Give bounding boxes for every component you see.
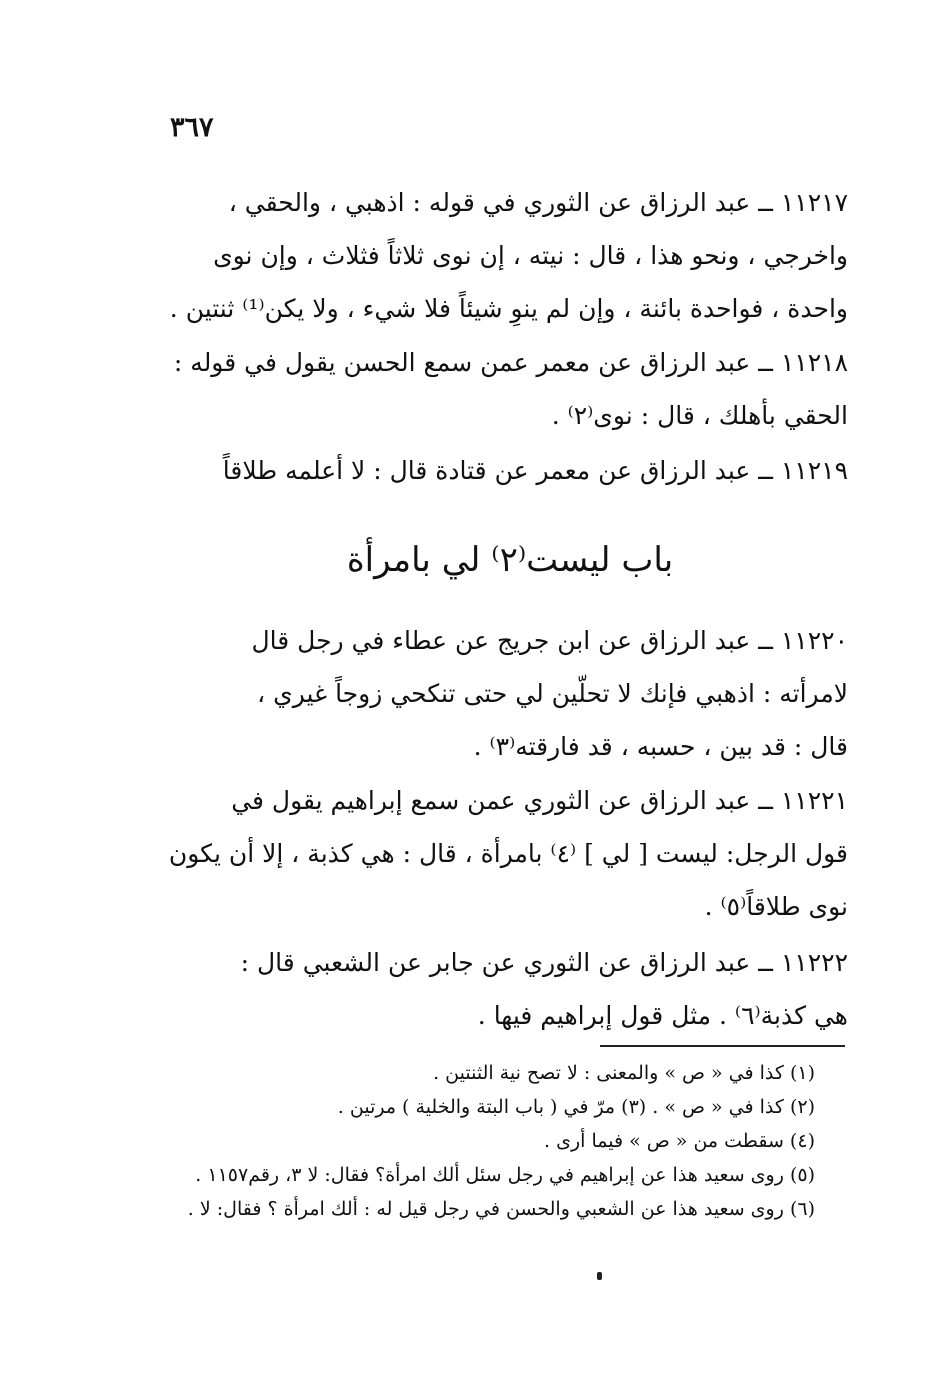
text-line: ١١٢١٩ ــ عبد الرزاق عن معمر عن قتادة قال : لا أعلمه طلاقاً [222,456,848,485]
chapter-title: باب ليست⁽٢⁾ لي بامرأة [346,540,674,580]
footnote-5: (٥) روى سعيد هذا عن إبراهيم في رجل سئل ألك امرأة؟ فقال: لا ٣، رقم١١٥٧ . [195,1164,815,1186]
hadith-11217 [168,176,848,335]
text-line: لامرأته : اذهبي فإنك لا تحلّين لي حتى تنكحي زوجاً غيري ، [257,679,848,708]
text-line: ١١٢١٨ ــ عبد الرزاق عن معمر عمن سمع الحسن يقول في قوله : [173,348,848,377]
footnote-divider [600,1045,845,1047]
text-line: نوى طلاقاً⁽٥⁾ . [704,892,848,921]
text-line: الحقي بأهلك ، قال : نوى⁽٢⁾ . [551,401,848,430]
text-line: قال : قد بين ، حسبه ، قد فارقته⁽٣⁾ . [473,732,848,761]
text-line: قول الرجل: ليست [ لي ] ⁽٤⁾ بامرأة ، قال : هي كذبة ، إلا أن يكون [168,839,848,868]
hadith-11220 [168,614,848,773]
footnotes [175,1056,815,1226]
footnote-1: (١) كذا في « ص » والمعنى : لا تصح نية الثنتين . [433,1062,815,1084]
text-line: هي كذبة⁽٦⁾ . مثل قول إبراهيم فيها . [477,1001,848,1030]
hadith-11218 [168,336,848,442]
ink-speck [597,1272,602,1280]
text-line: ١١٢٢٢ ــ عبد الرزاق عن الثوري عن جابر عن الشعبي قال : [240,948,848,977]
text-line: واحدة ، فواحدة بائنة ، وإن لم ينوِ شيئاً فلا شيء ، ولا يكن⁽¹⁾ ثنتين . [169,294,848,323]
page-number: ٣٦٧ [170,112,214,143]
footnote-2-3: (٢) كذا في « ص » . (٣) مرّ في ( باب البتة والخلية ) مرتين . [337,1096,815,1118]
hadith-11222 [168,936,848,1042]
footnote-4: (٤) سقطت من « ص » فيما أرى . [544,1130,815,1152]
hadith-11221 [168,774,848,933]
hadith-11219 [168,444,848,497]
text-line: ١١٢١٧ ــ عبد الرزاق عن الثوري في قوله : اذهبي ، والحقي ، [228,188,848,217]
footnote-6: (٦) روى سعيد هذا عن الشعبي والحسن في رجل قيل له : ألك امرأة ؟ فقال: لا . [187,1198,815,1220]
text-line: ١١٢٢١ ــ عبد الرزاق عن الثوري عمن سمع إبراهيم يقول في [231,786,848,815]
text-line: ١١٢٢٠ ــ عبد الرزاق عن ابن جريج عن عطاء في رجل قال [251,626,848,655]
text-line: واخرجي ، ونحو هذا ، قال : نيته ، إن نوى ثلاثاً فثلاث ، وإن نوى [213,241,848,270]
